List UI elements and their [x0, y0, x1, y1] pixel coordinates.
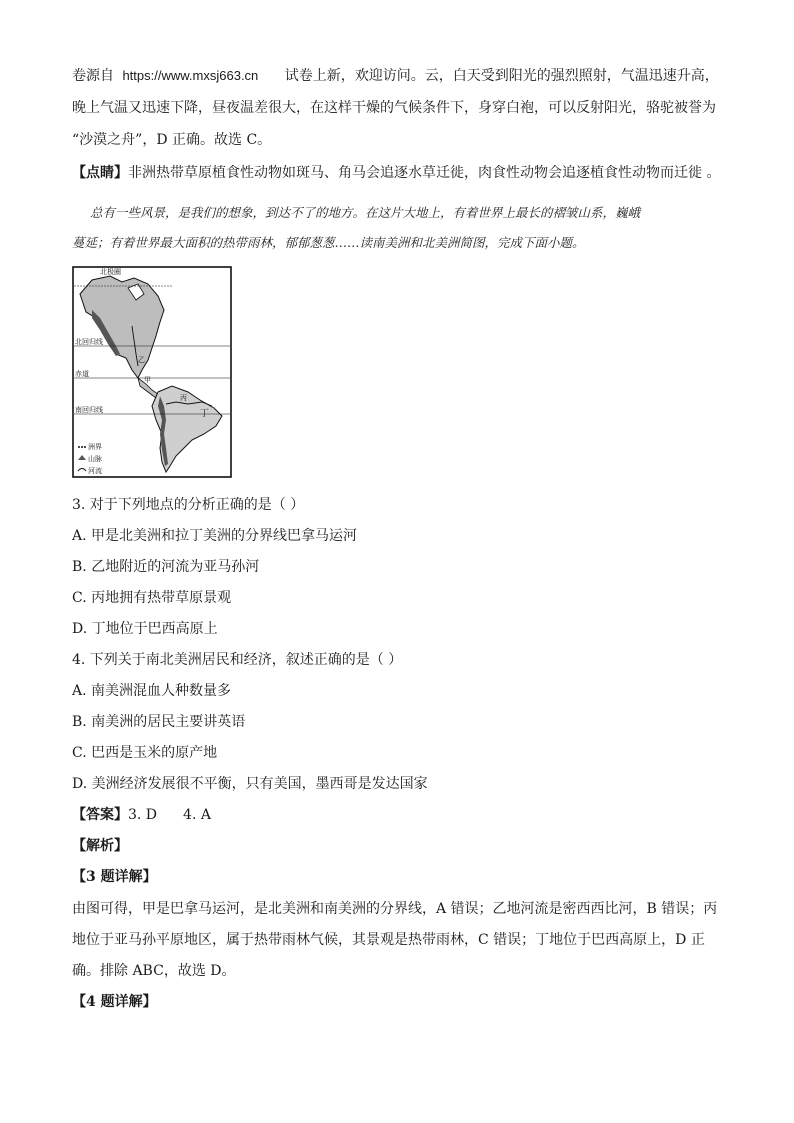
label-bing: 丙	[180, 394, 187, 402]
q3-stem: 3. 对于下列地点的分析正确的是（ ）	[72, 497, 305, 513]
answer-q3: 3. D	[128, 807, 158, 823]
q3-option-b[interactable]: B. 乙地附近的河流为亚马孙河	[72, 559, 260, 575]
q4-option-d[interactable]: D. 美洲经济发展很不平衡，只有美国，墨西哥是发达国家	[72, 776, 428, 792]
label-yi: 乙	[138, 356, 145, 364]
answer-q4: 4. A	[183, 807, 211, 823]
americas-map	[72, 266, 232, 478]
q4-option-b[interactable]: B. 南美洲的居民主要讲英语	[72, 714, 246, 730]
passage-line-2: 蔓延；有着世界最大面积的热带雨林，郁郁葱葱……读南美洲和北美洲简图，完成下面小题。	[72, 235, 585, 250]
detail3-line-2: 地位于亚马孙平原地区，属于热带雨林气候，其景观是热带雨林，C 错误；丁地位于巴西高原上，D 正	[72, 932, 705, 948]
label-ding: 丁	[200, 409, 210, 419]
q3-option-a[interactable]: A. 甲是北美洲和拉丁美洲的分界线巴拿马运河	[72, 528, 358, 544]
label-tropic-south: 南回归线	[75, 406, 103, 414]
legend-mountain: 山脉	[88, 455, 102, 463]
detail3-tag: 【3 题详解】	[72, 869, 157, 885]
detail4-tag: 【4 题详解】	[72, 994, 157, 1010]
text-line-3: “沙漠之舟”，D 正确。故选 C。	[72, 132, 272, 148]
q4-option-c[interactable]: C. 巴西是玉米的原产地	[72, 745, 218, 761]
tips-text: 非洲热带草原植食性动物如斑马、角马会追逐水草迁徙，肉食性动物会追逐植食性动物而迁徙 。	[128, 165, 721, 181]
q3-option-c[interactable]: C. 丙地拥有热带草原景观	[72, 590, 232, 606]
label-jia: 甲	[144, 376, 151, 384]
detail3-line-1: 由图可得，甲是巴拿马运河，是北美洲和南美洲的分界线，A 错误；乙地河流是密西西比河，B 错误；丙	[72, 901, 718, 917]
passage-line-1: 总有一些风景，是我们的想象，到达不了的地方。在这片大地上，有着世界上最长的褶皱山系，巍峨	[90, 205, 641, 220]
legend-boundary: 洲界	[88, 443, 102, 451]
analysis-tag: 【解析】	[72, 838, 128, 854]
americas-map-svg	[72, 266, 232, 478]
answer-line	[72, 805, 211, 825]
detail3-line-3: 确。排除 ABC，故选 D。	[72, 963, 236, 979]
source-prefix: 卷源自	[72, 68, 114, 84]
legend-river: 河流	[88, 467, 102, 475]
source-url[interactable]: https://www.mxsj663.cn	[122, 68, 259, 83]
tips-line	[72, 163, 720, 183]
q4-option-a[interactable]: A. 南美洲混血人种数量多	[72, 683, 232, 699]
q4-stem: 4. 下列关于南北美洲居民和经济，叙述正确的是（ ）	[72, 652, 403, 668]
label-arctic: 北极圈	[100, 268, 121, 276]
answer-tag: 【答案】	[72, 807, 128, 823]
label-tropic-north: 北回归线	[75, 338, 103, 346]
label-equator: 赤道	[75, 370, 89, 378]
text-line-1-rest: 试卷上新，欢迎访问。云，白天受到阳光的强烈照射，气温迅速升高，	[284, 68, 719, 84]
tips-tag: 【点睛】	[72, 165, 128, 181]
text-line-1	[72, 66, 719, 86]
text-line-2: 晚上气温又迅速下降，昼夜温差很大，在这样干燥的气候条件下，身穿白袍，可以反射阳光，骆驼被誉为	[72, 100, 716, 116]
q3-option-d[interactable]: D. 丁地位于巴西高原上	[72, 621, 218, 637]
